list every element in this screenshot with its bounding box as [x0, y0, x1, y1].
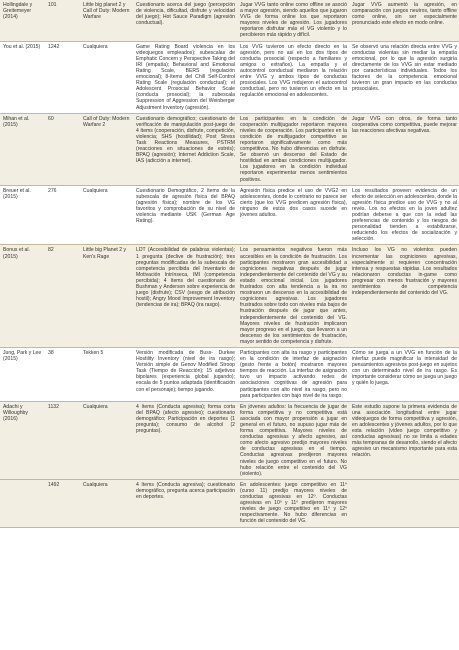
table-row: [0, 479, 459, 527]
sample-size-cell: 1242: [45, 41, 80, 113]
author-cell: Breuer et al. (2015): [0, 185, 45, 245]
author-cell: Jung, Park y Lee (2015): [0, 347, 45, 401]
sample-size-cell: 82: [45, 245, 80, 348]
conclusions-cell: Incluso los VG no violentos pueden incrementar las cogniciones agresivas, especialmente si requieren concentración intensa y respuestas rápidas. Los resultados relacionaron conductas in-game como progresar con menos frustración y mayores sentimientos de competencia independientemente del contenido del VG.: [349, 245, 459, 348]
measures-cell: Cuestionario demográfico; cuestionario de verificación de manipulación post-juego de 4 ítems (cooperación, disfrute, competición, violencia; SHS (hostilidad); Post Stress Task Reactions Measures, PSTRM (reacciones en situaciones de estrés); BPAQ (agresión); Internet Addiction Scale, IAS (adicción a internet).: [133, 113, 237, 185]
author-cell: Mihan et al. (2015): [0, 113, 45, 185]
table-row: [0, 0, 459, 41]
measures-cell: 4 ítems (Conducta agresiva); forma corta del BPAQ (afecto agresivo); cuestionario demográfico; Participación en deportes (1 pregunta); consumo de alcohol (2 preguntas).: [133, 401, 237, 479]
sample-size-cell: 60: [45, 113, 80, 185]
results-cell: En jóvenes adultos: la frecuencia de jugar de forma competitiva y no competitiva está asociada con mayor propensión a jugar en general en el futuro, no supuso jugar más de forma competitiva. Mayores niveles de conductas agresivas y afecto agresivo, así como afecto agresivo predijo mayores niveles de conductas agresivas en el tiempo. Conductas agresivas predijeron mayores niveles de juego competitivo en el futuro. No hubo relación entre el contenido del VG (violento).: [237, 401, 349, 479]
sample-size-cell: 1492: [45, 479, 80, 527]
results-cell: Los participantes en la condición de cooperación multijugador reportaron mayores niveles de cooperación. Los participantes en la condición de multijugador competitivo se reportaron significativamente como más competitivos. No hubo diferencias en disfrute. Se observó un descenso del Estado de hostilidad en ambas condiciones multijugador. Los jugadores en la condición individual reportaron experimentar menos sentimientos positivos.: [237, 113, 349, 185]
table-row: [0, 245, 459, 348]
table-row: [0, 185, 459, 245]
conclusions-cell: Jugar VVG aumentó la agresión, en comparación con juegos neutros, tanto offline como online, sin ser especialmente pronunciado este efecto en modo online.: [349, 0, 459, 41]
results-cell: Los VVG tuvieron un efecto directo en la agresión, pero no así en los dos tipos de conducta prosocial (respecto a familiares y amigos o extraños). La empatía y el autocontrol conductual mediaron la relación entre VVG y ambos tipos de conductas prosociales. Los VVG redujeron el autocontrol conductual, pero no tuvieron un efecto en la regulación emocional en adolescentes.: [237, 41, 349, 113]
game-cell: Little big planet 2 y Call of Duty: Modern Warfare: [80, 0, 133, 41]
sample-size-cell: 38: [45, 347, 80, 401]
game-cell: Little big Planet 2 y Ken's Rage: [80, 245, 133, 348]
author-cell: Bonus et al. (2015): [0, 245, 45, 348]
sample-size-cell: 101: [45, 0, 80, 41]
conclusions-cell: Los resultados proveen evidencia de un efecto de selección en adolescentes, donde la agresión física predice uso de VVG y no al revés. Los no efectos en la joven adultez podrían deberse a que con la edad las preferencias de contenido y los riesgos de personalidad tienden a estabilizarse, reduciendo los efectos de socialización y selección.: [349, 185, 459, 245]
game-cell: Cualquiera: [80, 479, 133, 527]
author-cell: Adachi y Willoughby (2016): [0, 401, 45, 479]
measures-cell: Cuestionario acerca del juego (percepción de violencia, dificultad, disfrute y velocidad del juego); Hot Sauce Paradigm (agresión conductual).: [133, 0, 237, 41]
results-cell: En adolescentes: juego competitivo en 11º (curso 11) predijo mayores niveles de conductas agresivas en 12º. Conductas agresivas en 10º y 11º predijeron mayores niveles de juego competitivo en 11º y 12º respectivamente. No hubo diferencias en función del contenido del VG.: [237, 479, 349, 527]
results-cell: Los pensamientos negativos fueron más accesibles en la condición de frustración. Los participantes mostraron gran accesibilidad a cogniciones negativas después de jugar independientemente del contenido del VG y su estado emocional inicial. Los jugadores frustrados con alta tendencia a la ira no mostraron un descenso en la accesibilidad de cogniciones agresivas. Los jugadores frustrados sobre todo con niveles más bajos de frustración después de jugar que antes, independientemente del contenido del VG. Mayores niveles de frustración implicaron mayor progreso en el juego, que llevaron a un descenso de los sentimientos de frustración, mayor sentido de competencia y disfrute.: [237, 245, 349, 348]
conclusions-cell: Cómo se juega a un VVG en función de la interfaz puede magnificar la intensidad de pensamientos agresivos post-juego en sujetos con un determinado nivel de ira rasgo. Es importante considerar cómo se juega un juego y quién lo juega.: [349, 347, 459, 401]
game-cell: Cualquiera: [80, 185, 133, 245]
game-cell: Cualquiera: [80, 41, 133, 113]
results-cell: Agresión física predice el uso de VVG2 en adolescentes, donde lo contrario no parece ser cierto (que los VVG predicen agresión física), ninguno de estos dos casos sucede en jóvenes adultos.: [237, 185, 349, 245]
conclusions-cell: Jugar VVG con otros, de forma tanto cooperativa como competitiva, puede mejorar las reacciones afectivas negativas.: [349, 113, 459, 185]
conclusions-cell: Se observó una relación directa entre VVG y conductas violentas sin mediar la empatía emocional, por lo que la agresión surgiría directamente de los VVG sin estar mediado por características individuales. Todos los factores de la competencia emocional tuvieron un gran impacto en las conductas prosociales.: [349, 41, 459, 113]
author-cell: [0, 479, 45, 527]
table-row: [0, 401, 459, 479]
measures-cell: LDT (Accesibilidad de palabras violentas); 1 pregunta (declive de frustración); tres preguntas modificadas de la subescala de competencia percibida del Inventario de Motivación Intrínseca, IMI (competencia percibida); 4 ítems del cuestionario de Bushman y Anderson sobre experiencia de juego (disfrute); CSV (sesgo de atribución hostil); Angry Mood Improvement Inventory (tendencias de ira); BPAQ (ira rasgo).: [133, 245, 237, 348]
table-row: [0, 347, 459, 401]
measures-cell: 4 ítems (Conducta agresiva); cuestionario demográfico, pregunta acerca participación en deportes.: [133, 479, 237, 527]
conclusions-cell: Este estudio supone la primera evidencia de una asociación longitudinal entre jugar videojuegos de forma competitiva y agresión, en adolescentes y jóvenes adultos, por lo que esta relación (video juego competitivo y conductas agresivas) no se limita a edades más tempranas de desarrollo, siendo el afecto agresivo un mecanismo importante para esta relación.: [349, 401, 459, 479]
results-cell: Jugar VVG tanto online como offline se asoció a mayor agresión, siendo aquellos que jugaron VVG de forma online los que reportaron mayores niveles de agresión. Los jugadores reportaron disfrutar más el VG violento y lo percibieron más rápido y difícil.: [237, 0, 349, 41]
sample-size-cell: 1132: [45, 401, 80, 479]
table-row: [0, 113, 459, 185]
game-cell: Cualquiera: [80, 401, 133, 479]
author-cell: You et al. (2015): [0, 41, 45, 113]
author-cell: Hollingdale y Greitemeyer (2014): [0, 0, 45, 41]
measures-cell: Versión modificada de Buss- Durkee Hostility Inventory (nivel de ira rasgo); Versión simple de Genov Modified Stroop Task (Tiempo de Reacción); 15 adjetivos bipolares (experiencia global jugando); escala de 5 puntos adaptada (identificación con el personaje); tiempo jugando.: [133, 347, 237, 401]
conclusions-cell: [349, 479, 459, 527]
results-cell: Participantes con alta ira rasgo y participantes en la condición de interfaz de asignación (gesto frente a botón) mostraron mayores tiempos de reacción. La interfaz de asignación tuvo un impacto activando redes de asociaciones cognitivas de agresión para participantes con alto nivel ira rasgo, pero no para participantes con bajo nivel de ira rasgo.: [237, 347, 349, 401]
sample-size-cell: 276: [45, 185, 80, 245]
game-cell: Call of Duty: Modern Warfare 2: [80, 113, 133, 185]
table-row: [0, 41, 459, 113]
game-cell: Tekken 5: [80, 347, 133, 401]
measures-cell: Game Rating Board violencia en los videojuegos empleados); subescalas de Emphatic Concern y Perspective Taking del IRI (empatía); Behavioral and Emotional Rating Scale, BERS (regulación emocional); 8-ítems del Chill Self-Control Rating Scale (regulación conductual); el Adolescent Prosocial Behavior Scale (conducta prosocial); la subescala Suppression of Aggression del Weinberger Adjustment Inventory (agresión).: [133, 41, 237, 113]
measures-cell: Cuestionario Demográfico, 2 ítems de la subescala de agresión física del BPAQ (agresión física); nombre de los VG favoritos y comprobación de su nivel de violencia mediante USK (German Age Rating).: [133, 185, 237, 245]
